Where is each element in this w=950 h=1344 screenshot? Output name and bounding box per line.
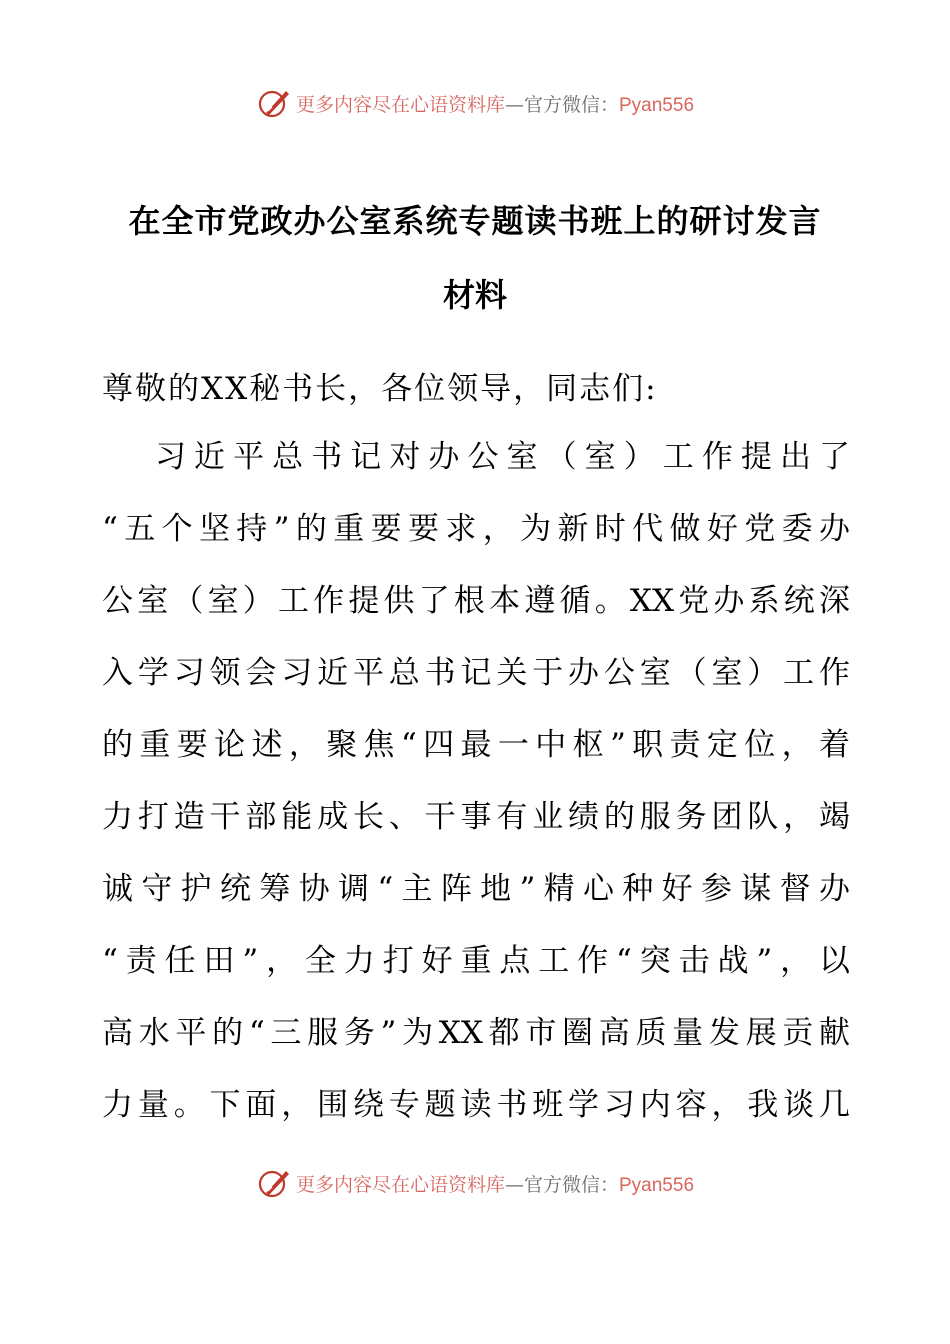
banner-text (296, 90, 694, 117)
document-title-line1: 在全市党政办公室系统专题读书班上的研讨发言 (128, 202, 822, 240)
banner-dash: — (504, 1173, 524, 1196)
banner-official-label: 官方微信： (523, 93, 619, 116)
paragraph-line: “责任田”，全力打好重点工作“突击战”，以 (102, 943, 850, 979)
paragraph-line: 公室（室）工作提供了根本遵循。XX党办系统深 (102, 583, 850, 619)
banner-dash: — (504, 93, 524, 116)
paragraph-line: 力量。下面，围绕专题读书班学习内容，我谈几 (102, 1087, 850, 1123)
footer-banner (0, 1163, 950, 1203)
banner-wechat-id: Pyan556 (619, 94, 695, 116)
banner-wechat-id: Pyan556 (619, 1174, 695, 1196)
banner-promo: 更多内容尽在心语资料库 (295, 93, 505, 116)
paragraph-line: 力打造干部能成长、干事有业绩的服务团队，竭 (102, 799, 850, 835)
header-banner (0, 83, 950, 123)
quill-logo-icon (256, 85, 292, 121)
paragraph-line: 入学习领会习近平总书记关于办公室（室）工作 (102, 655, 850, 691)
salutation: 尊敬的XX秘书长，各位领导，同志们: (102, 371, 658, 407)
paragraph-line: “五个坚持”的重要要求，为新时代做好党委办 (102, 511, 850, 547)
banner-text (296, 1170, 694, 1197)
paragraph-line: 习近平总书记对办公室（室）工作提出了 (155, 439, 850, 475)
paragraph-line: 高水平的“三服务”为XX都市圈高质量发展贡献 (102, 1015, 850, 1051)
quill-logo-icon (256, 1165, 292, 1201)
banner-promo: 更多内容尽在心语资料库 (295, 1173, 505, 1196)
document-title-line2: 材料 (442, 276, 507, 314)
banner-official-label: 官方微信： (523, 1173, 619, 1196)
paragraph-line: 的重要论述，聚焦“四最一中枢”职责定位，着 (102, 727, 850, 763)
paragraph-line: 诚守护统筹协调“主阵地”精心种好参谋督办 (102, 871, 850, 907)
